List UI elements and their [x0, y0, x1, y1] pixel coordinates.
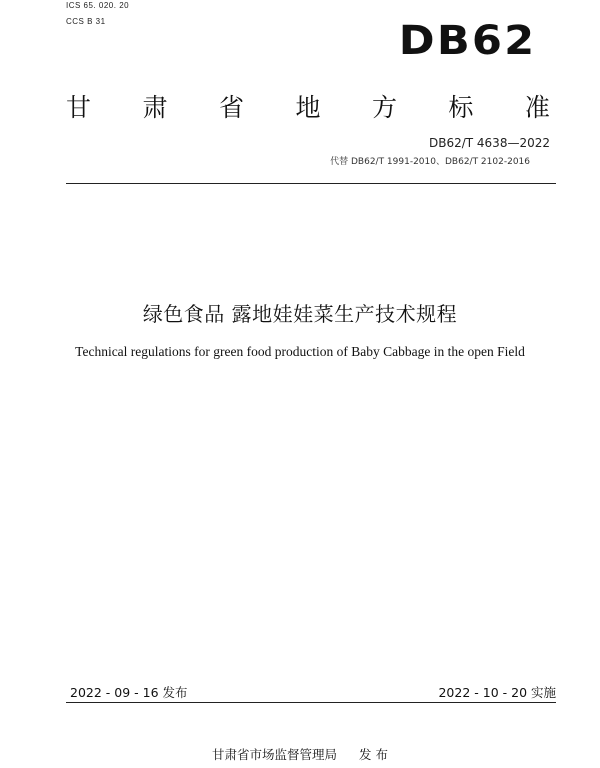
header-divider	[66, 183, 556, 184]
ccs-code: CCS B 31	[66, 17, 106, 26]
standard-type-char: 标	[448, 93, 474, 122]
issue-date: 2022 - 09 - 16 发布	[70, 685, 188, 700]
ics-code: ICS 65. 020. 20	[66, 1, 130, 10]
footer-divider	[66, 702, 556, 703]
standard-type-char: 方	[371, 93, 397, 122]
standard-type-char: 省	[218, 93, 244, 122]
replaces-note: 代替 DB62/T 1991-2010、DB62/T 2102-2016	[330, 157, 530, 167]
standard-type-char: 甘	[66, 93, 92, 122]
publish-label: 发 布	[359, 747, 388, 762]
standard-type-char: 肃	[142, 93, 168, 122]
english-title: Technical regulations for green food production of Baby Cabbage in the open Field	[75, 344, 525, 359]
implementation-date: 2022 - 10 - 20 实施	[438, 685, 556, 700]
db-logo: DB62	[398, 18, 536, 64]
standard-number: DB62/T 4638—2022	[428, 136, 550, 150]
chinese-title: 绿色食品 露地娃娃菜生产技术规程	[142, 302, 458, 326]
standard-type-char: 地	[295, 93, 321, 122]
publisher-line	[0, 745, 600, 763]
standard-type-char: 准	[524, 93, 550, 122]
standard-type-title	[66, 88, 550, 124]
publisher-name: 甘肃省市场监督管理局	[212, 747, 338, 762]
